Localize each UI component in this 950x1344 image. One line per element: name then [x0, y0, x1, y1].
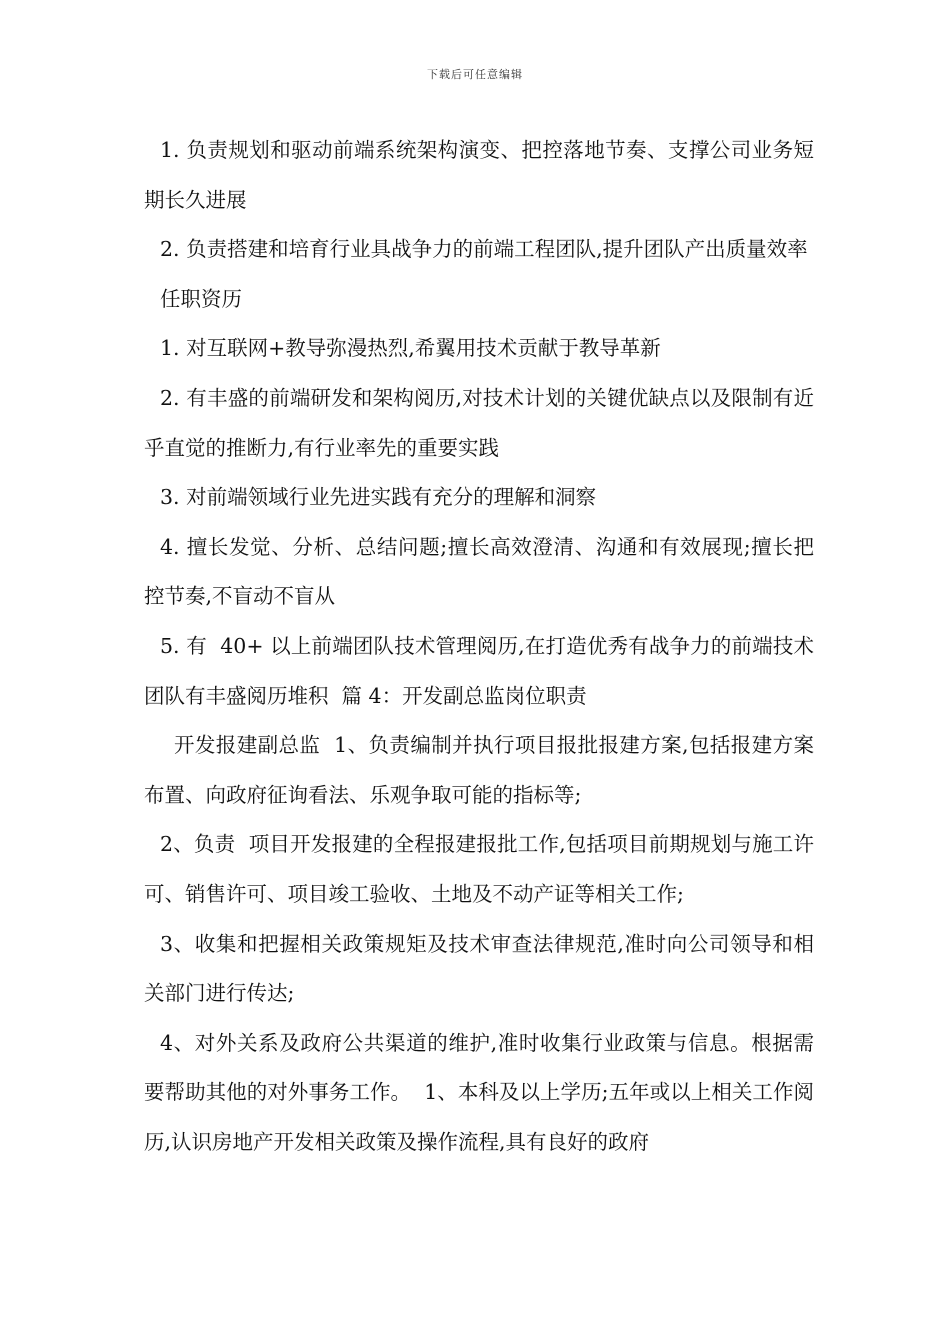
paragraph-10: 3、收集和把握相关政策规矩及技术审查法律规范,准时向公司领导和相关部门进行传达; — [144, 931, 814, 1006]
paragraph-9: 2、负责 项目开发报建的全程报建报批工作,包括项目前期规划与施工许可、销售许可、项目竣工验收、土地及不动产证等相关工作; — [144, 832, 814, 906]
paragraph-11: 4、对外关系及政府公共渠道的维护,准时收集行业政策与信息。根据需要帮助其他的对外事务工作。 1、本科及以上学历;五年或以上相关工作阅历,认识房地产开发相关政策及操作流程,具有良好的政府 — [144, 1030, 814, 1154]
paragraph-6: 4. 擅长发觉、分析、总结问题;擅长高效澄清、沟通和有效展现;擅长把控节奏,不盲动不盲从 — [144, 534, 814, 609]
page-header: 下载后可任意编辑 — [427, 68, 523, 81]
paragraph-7: 5. 有 40+ 以上前端团队技术管理阅历,在打造优秀有战争力的前端技术团队有丰盛阅历堆积 篇 4：开发副总监岗位职责 — [144, 633, 814, 708]
paragraph-5: 3. 对前端领域行业先进实践有充分的理解和洞察 — [160, 485, 597, 510]
paragraph-2: 2. 负责搭建和培育行业具战争力的前端工程团队,提升团队产出质量效率 — [160, 237, 808, 262]
section-heading-qualifications: 任职资历 — [160, 286, 242, 311]
paragraph-1: 1. 负责规划和驱动前端系统架构演变、把控落地节奏、支撑公司业务短期长久进展 — [144, 138, 814, 212]
paragraph-3: 1. 对互联网+教导弥漫热烈,希翼用技术贡献于教导革新 — [160, 336, 661, 361]
paragraph-8: 开发报建副总监 1、负责编制并执行项目报批报建方案,包括报建方案布置、向政府征询看法、乐观争取可能的指标等; — [144, 733, 814, 807]
paragraph-4: 2. 有丰盛的前端研发和架构阅历,对技术计划的关键优缺点以及限制有近乎直觉的推断力,有行业率先的重要实践 — [144, 385, 814, 460]
document-body — [144, 126, 814, 1167]
